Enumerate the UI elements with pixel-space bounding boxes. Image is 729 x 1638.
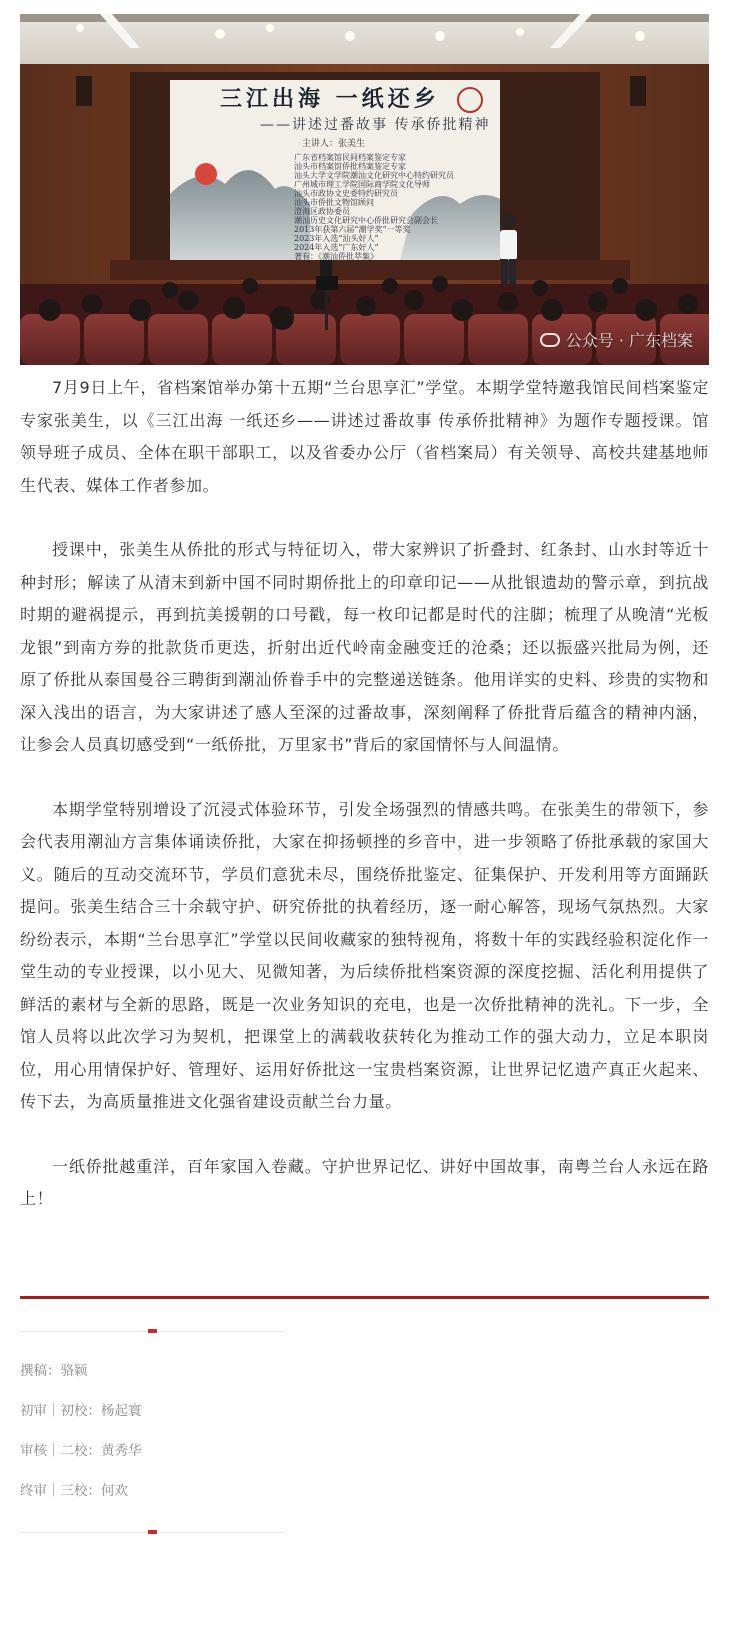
slide-line: 汕头市档案馆侨批档案鉴定专家 bbox=[294, 162, 406, 171]
slide-line: 2023年入选“汕头好人” bbox=[294, 234, 379, 243]
slide-line: 汕头市政协文史委特约研究员 bbox=[294, 189, 398, 198]
paragraph: 一纸侨批越重洋，百年家国入卷藏。守护世界记忆、讲好中国故事，南粤兰台人永远在路上！ bbox=[20, 1156, 709, 1208]
slide-title: 三江出海 一纸还乡 bbox=[220, 86, 440, 112]
article-body bbox=[20, 372, 709, 1216]
credit-review: 审核｜二校：黄秀华 bbox=[20, 1443, 142, 1459]
slide-line: 广州城市理工学院国际商学院文化导师 bbox=[294, 180, 430, 189]
credit-final-review: 终审｜三校：何欢 bbox=[20, 1483, 128, 1499]
credit-first-review: 初审｜初校：杨起寰 bbox=[20, 1403, 142, 1419]
slide-line: 广东省档案馆民间档案鉴定专家 bbox=[294, 153, 406, 162]
slide-speaker: 主讲人：张美生 bbox=[302, 139, 366, 149]
slide-line: 潮汕历史文化研究中心侨批研究会副会长 bbox=[294, 216, 438, 225]
divider-ornament bbox=[20, 1530, 284, 1536]
credits bbox=[20, 1361, 142, 1521]
event-photo bbox=[20, 14, 709, 365]
slide-subtitle: ——讲述过番故事 传承侨批精神 bbox=[260, 117, 491, 133]
credit-writer: 撰稿：骆颖 bbox=[20, 1363, 88, 1379]
watermark bbox=[540, 328, 693, 351]
wechat-icon bbox=[540, 333, 560, 347]
watermark-text: 公众号 · 广东档案 bbox=[565, 331, 693, 350]
paragraph: 7月9日上午，省档案馆举办第十五期“兰台思享汇”学堂。本期学堂特邀我馆民间档案鉴定专家张美生，以《三江出海 一纸还乡——讲述过番故事 传承侨批精神》为题作专题授课。馆领导班子成员、全体在职干部职工，以及省委办公厅（省档案局）有关领导、高校共建基地师生代表、媒体工作者参加。 bbox=[20, 378, 709, 495]
divider-red bbox=[20, 1296, 709, 1299]
paragraph: 授课中，张美生从侨批的形式与特征切入，带大家辨识了折叠封、红条封、山水封等近十种封形；解读了从清末到新中国不同时期侨批上的印章印记——从批银遗劫的警示章，到抗战时期的避祸提示，再到抗美援朝的口号戳，每一枚印记都是时代的注脚；梳理了从晚清“光板龙银”到南方券的批款货币更迭，折射出近代岭南金融变迁的沧桑；还以振盛兴批局为例，还原了侨批从泰国曼谷三聘街到潮汕侨眷手中的完整递送链条。他用详实的史料、珍贵的实物和深入浅出的语言，为大家讲述了感人至深的过番故事，深刻阐释了侨批背后蕴含的精神内涵，让参会人员真切感受到“一纸侨批，万里家书”背后的家国情怀与人间温情。 bbox=[20, 540, 709, 754]
paragraph: 本期学堂特别增设了沉浸式体验环节，引发全场强烈的情感共鸣。在张美生的带领下，参会代表用潮汕方言集体诵读侨批，大家在抑扬顿挫的乡音中，进一步领略了侨批承载的家国大义。随后的互动交流环节，学员们意犹未尽，围绕侨批鉴定、征集保护、开发利用等方面踊跃提问。张美生结合三十余载守护、研究侨批的执着经历，逐一耐心解答，现场气氛热烈。大家纷纷表示，本期“兰台思享汇”学堂以民间收藏家的独特视角，将数十年的实践经验积淀化作一堂生动的专业授课，以小见大、见微知著，为后续侨批档案资源的深度挖掘、活化利用提供了鲜活的素材与全新的思路，既是一次业务知识的充电，也是一次侨批精神的洗礼。下一步，全馆人员将以此次学习为契机，把课堂上的满载收获转化为推动工作的强大动力，立足本职岗位，用心用情保护好、管理好、运用好侨批这一宝贵档案资源，让世界记忆遗产真正火起来、传下去，为高质量推进文化强省建设贡献兰台力量。 bbox=[20, 799, 709, 1111]
slide-line: 2024年入选“广东好人” bbox=[294, 243, 379, 252]
slide-line: 汕头大学文学院潮汕文化研究中心特约研究员 bbox=[294, 171, 454, 180]
slide-line: 汕头市侨批文物馆顾问 bbox=[294, 198, 374, 207]
divider-ornament bbox=[20, 1329, 284, 1335]
slide-line: 2013年获第六届“潮学奖”一等奖 bbox=[294, 225, 411, 234]
slide-line: 著有：《潮汕侨批萃集》 bbox=[294, 252, 378, 261]
slide-line: 澄海区政协委员 bbox=[294, 207, 350, 216]
